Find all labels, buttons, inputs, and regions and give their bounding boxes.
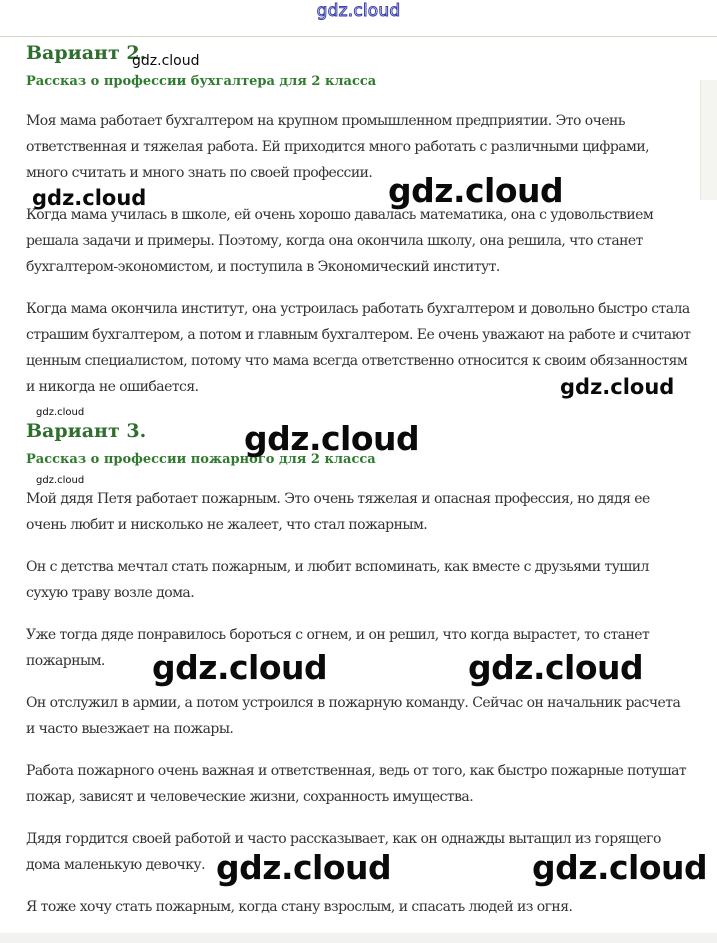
sidebar-edge — [700, 80, 717, 200]
paragraph: Мой дядя Петя работает пожарным. Это очень тяжелая и опасная профессия, но дядя ее очень любит и нисколько не жалеет, что стал пожарным. — [26, 491, 650, 533]
paragraph: Работа пожарного очень важная и ответственная, ведь от того, как быстро пожарные потушат пожар, зависят и человеческие жизни, сохранность имущества. — [26, 763, 687, 805]
section-subtitle: Рассказ о профессии бухгалтера для 2 класса — [26, 74, 377, 89]
watermark: gdz.cloud — [388, 171, 564, 210]
watermark: gdz.cloud — [468, 648, 644, 687]
watermark: gdz.cloud — [32, 186, 147, 210]
paragraph: Он с детства мечтал стать пожарным, и любит вспоминать, как вместе с друзьями тушил сухую траву возле дома. — [26, 559, 649, 601]
paragraph: Он отслужил в армии, а потом устроился в пожарную команду. Сейчас он начальник расчета и часто выезжает на пожары. — [26, 695, 681, 737]
watermark: gdz.cloud — [36, 407, 85, 418]
paragraph: Когда мама окончила институт, она устроилась работать бухгалтером и довольно быстро стала страшим бухгалтером, а потом и главным бухгалтером. Ее очень уважают на работе и считают ценным специалистом, потому что мама всегда ответственно относится к своим обязанностям и никогда не ошибается. — [26, 301, 691, 395]
watermark: gdz.cloud — [152, 648, 328, 687]
paragraph: Дядя гордится своей работой и часто рассказывает, как он однажды вытащил из горящего дома маленькую девочку. — [26, 831, 661, 873]
paragraph: Когда мама училась в школе, ей очень хорошо давалась математика, она с удовольствием решала задачи и примеры. Поэтому, когда она окончила школу, она решила, что станет бухгалтером-экономистом, и поступила в Экономический институт. — [26, 207, 654, 275]
section-variant-2 — [26, 42, 692, 400]
section-title: Вариант 3. — [26, 420, 147, 442]
paragraph: Моя мама работает бухгалтером на крупном промышленном предприятии. Это очень ответственная и тяжелая работа. Ей приходится много работать с различными цифрами, много считать и много знать по своей профессии. — [26, 113, 650, 181]
paragraph: Я тоже хочу стать пожарным, когда стану взрослым, и спасать людей из огня. — [26, 899, 573, 915]
site-logo[interactable]: gdz.cloud — [316, 1, 401, 21]
paragraph: Уже тогда дяде понравилось бороться с огнем, и он решил, что когда вырастет, то станет пожарным. — [26, 627, 650, 669]
watermark: gdz.cloud — [216, 848, 392, 887]
watermark: gdz.cloud — [532, 848, 708, 887]
site-header — [0, 0, 717, 37]
watermark: gdz.cloud — [560, 375, 675, 399]
watermark: gdz.cloud — [244, 419, 420, 458]
watermark: gdz.cloud — [132, 53, 200, 69]
section-title: Вариант 2. — [26, 42, 147, 64]
page-bottom-bar — [0, 933, 717, 943]
section-subtitle: Рассказ о профессии пожарного для 2 класса — [26, 452, 376, 467]
article-content — [26, 38, 692, 933]
watermark: gdz.cloud — [36, 475, 85, 486]
